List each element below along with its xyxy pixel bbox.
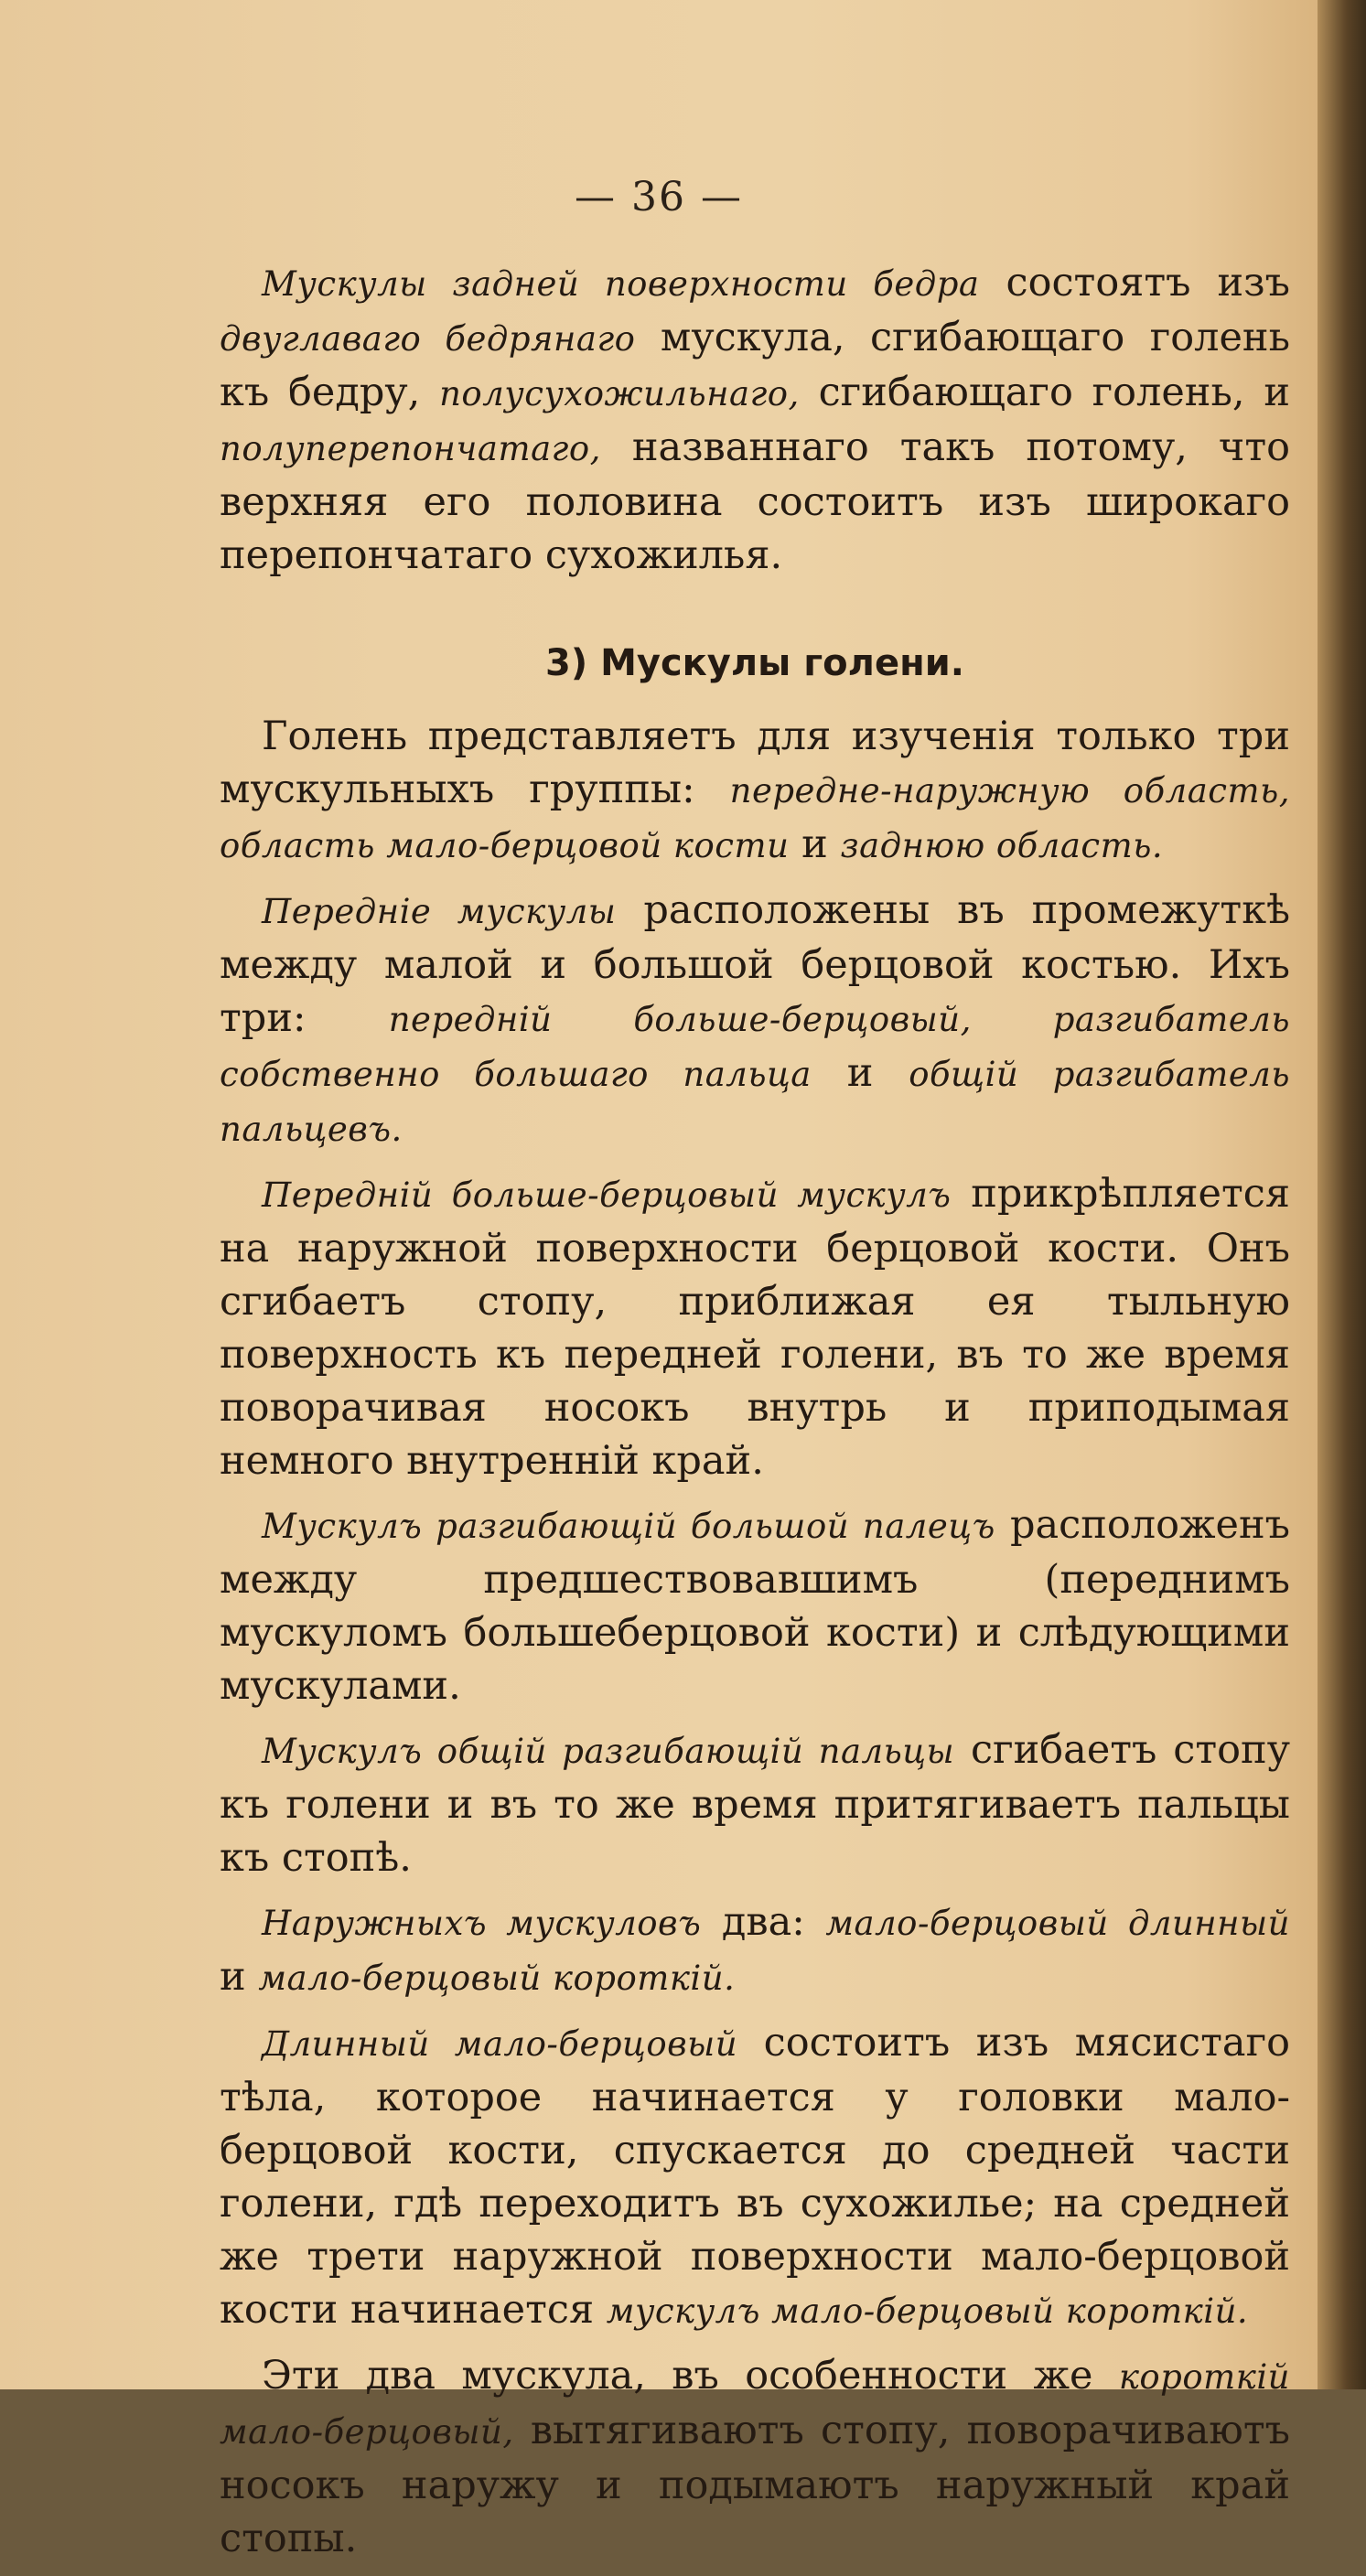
italic-term: Наружныхъ мускуловъ (262, 1904, 702, 1943)
paragraph-digitorum-extensor (220, 1723, 1290, 1884)
italic-term: полуперепончатаго, (220, 429, 601, 468)
italic-term: короткій мало-берцовый, (220, 2357, 1290, 2452)
italic-term: Передній больше-берцовый мускулъ (262, 1175, 952, 1215)
italic-term: Мускулъ разгибающій большой палецъ (262, 1507, 995, 1546)
text-run: мускула, сгибающаго голень къ бедру, (220, 315, 1290, 415)
text-run: и (789, 821, 841, 867)
section-heading: 3) Мускулы голени. (545, 642, 964, 684)
paragraph-hallucis-extensor (220, 1498, 1290, 1712)
text-run: расположены въ промежуткѣ между малой и большой берцовой костью. Ихъ три: (220, 887, 1291, 1041)
italic-term: передне-наружную область, область мало-берцовой кости (220, 771, 1290, 865)
italic-term: заднюю область. (840, 826, 1164, 865)
text-run: названнаго такъ потому, что верхняя его половина состоитъ изъ широкаго перепончатаго сухожилья. (220, 424, 1290, 578)
text-run: прикрѣпляется на наружной поверхности берцовой кости. Онъ сгибаетъ стопу, приближая ея тыльную поверхность къ передней голени, въ то же время поворачивая носокъ внутрь и приподымая немного внутренній край. (220, 1171, 1290, 1484)
page-number: — 36 — (575, 174, 743, 220)
book-binding-edge (1318, 0, 1366, 2389)
italic-term: мускулъ мало-берцовый короткій. (606, 2292, 1249, 2331)
italic-term: двуглаваго бедрянаго (220, 319, 636, 359)
italic-term: Передніе мускулы (262, 892, 617, 931)
text-run: вытягиваютъ стопу, поворачиваютъ носокъ наружу и подымаютъ наружный край стопы. (220, 2408, 1290, 2561)
text-run: Голень представляетъ для изученія только три мускульныхъ группы: (220, 714, 1290, 812)
text-run: сгибаетъ стопу къ голени и въ то же время притягиваетъ пальцы къ стопѣ. (220, 1727, 1290, 1881)
italic-term: мало-берцовый короткій. (258, 1959, 736, 1998)
text-run: состоитъ изъ мясистаго тѣла, которое начинается у головки мало-берцовой кости, спускается до средней части голени, гдѣ переходитъ въ сухожилье; на средней же трети наружной поверхности мало-берцовой кости начинается (220, 2020, 1290, 2333)
italic-term: Мускулъ общій разгибающій пальцы (262, 1732, 955, 1771)
text-run: два: (701, 1899, 826, 1945)
paragraph-anterior-muscles (220, 884, 1290, 1156)
text-run: Эти два мускула, въ особенности же (262, 2353, 1119, 2399)
paragraph-thigh-posterior-muscles (220, 256, 1290, 582)
italic-term: общій разгибатель пальцевъ. (220, 1055, 1290, 1149)
text-run: и (811, 1050, 909, 1096)
text-run: состоятъ изъ (979, 260, 1290, 306)
italic-term: полусухожильнаго, (439, 374, 800, 413)
paragraph-peroneus-function (220, 2349, 1290, 2565)
paragraph-external-muscles (220, 1895, 1290, 2005)
paragraph-peroneus-longus (220, 2016, 1290, 2338)
page-body (220, 256, 1290, 2576)
text-run: расположенъ между предшествовавшимъ (переднимъ мускуломъ большеберцовой кости) и слѣдующими мускулами. (220, 1502, 1291, 1709)
italic-term: Мускулы задней поверхности бедра (262, 264, 980, 304)
text-run: сгибающаго голень, и (799, 370, 1290, 415)
italic-term: мало-берцовый длинный (825, 1904, 1290, 1943)
italic-term: Длинный мало-берцовый (262, 2024, 738, 2064)
paragraph-tibialis-anterior (220, 1167, 1290, 1487)
paragraph-shin-groups (220, 710, 1290, 873)
italic-term: передній больше-берцовый, разгибатель собственно большаго пальца (220, 1000, 1290, 1094)
text-run: и (220, 1954, 259, 2000)
